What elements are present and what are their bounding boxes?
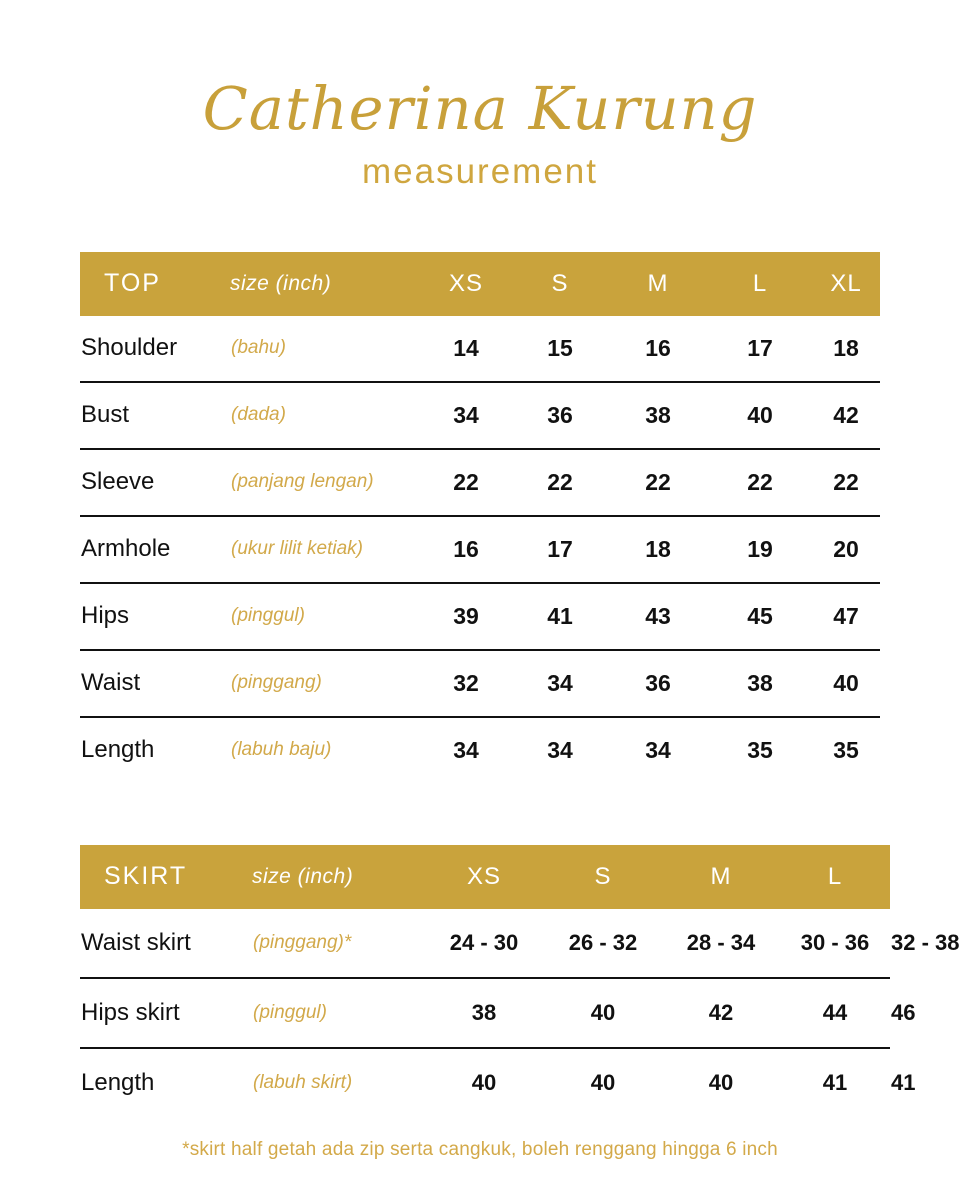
cell-value: 43	[608, 583, 708, 650]
skirt-size-xs: XS	[424, 845, 544, 909]
table-row	[80, 717, 880, 783]
row-label-malay: (ukur lilit ketiak)	[230, 516, 420, 583]
row-label-malay: (labuh skirt)	[253, 1071, 353, 1093]
cell-value: 34	[547, 736, 573, 763]
cell-value: 30 - 36	[780, 909, 890, 978]
row-label: Hips	[80, 583, 230, 650]
cell-value: 40	[471, 1069, 497, 1095]
cell-value: 20	[812, 516, 880, 583]
table-row	[80, 583, 880, 650]
row-label-malay: (pinggul)	[230, 583, 420, 650]
cell-value: 34	[453, 736, 479, 763]
top-table-header	[80, 252, 880, 316]
top-table-body	[80, 316, 880, 783]
cell-value: 22	[420, 449, 512, 516]
table-header-row	[80, 252, 880, 316]
cell-value: 22	[812, 449, 880, 516]
page-header	[80, 0, 880, 192]
table-row: Hips skirt (pinggul) 38 40 42 44 46	[80, 978, 890, 1048]
cell-value: 22	[708, 449, 812, 516]
page-subtitle: measurement	[362, 151, 598, 191]
cell-value: 16	[420, 516, 512, 583]
cell-value: 18	[812, 316, 880, 382]
skirt-size-m: M	[662, 845, 780, 909]
cell-value: 41	[822, 1069, 848, 1095]
row-label-malay: (dada)	[230, 382, 420, 449]
cell-value: 22	[608, 449, 708, 516]
cell-value: 32	[420, 650, 512, 717]
row-label: Hips skirt	[80, 978, 252, 1048]
cell-value: 24 - 30	[424, 909, 544, 978]
cell-value: 34	[420, 382, 512, 449]
cell-value: 40	[708, 382, 812, 449]
table-row	[80, 650, 880, 717]
cell-value: 26 - 32	[544, 909, 662, 978]
table-row	[80, 449, 880, 516]
cell-value: 19	[708, 516, 812, 583]
row-label: Sleeve	[80, 449, 230, 516]
skirt-measurement-table	[80, 845, 960, 1117]
table-header-row: SKIRT size (inch) XS S M L XL	[80, 845, 890, 909]
cell-value: 36	[608, 650, 708, 717]
top-size-xl: XL	[812, 252, 880, 316]
skirt-table-header	[80, 845, 923, 909]
skirt-measurement-table-block	[80, 845, 960, 1161]
skirt-size-l: L	[780, 845, 890, 909]
row-label-malay: (labuh baju)	[231, 739, 332, 761]
top-size-m: M	[608, 252, 708, 316]
cell-value: 38	[608, 382, 708, 449]
table-row: Waist skirt (pinggang)* 24 - 30 26 - 32 28 - 34 30 - 36 32 - 38	[80, 909, 890, 978]
cell-value: 15	[512, 316, 608, 382]
cell-value: 44	[780, 978, 890, 1048]
top-unit-label: size (inch)	[230, 252, 420, 316]
top-size-xs: XS	[420, 252, 512, 316]
cell-value: 28 - 34	[662, 909, 780, 978]
row-label: Length	[81, 736, 155, 764]
table-row	[80, 382, 880, 449]
row-label: Length	[81, 1068, 155, 1096]
cell-value: 47	[812, 583, 880, 650]
cell-value: 34	[645, 736, 671, 763]
cell-value: 36	[512, 382, 608, 449]
cell-value: 40	[544, 978, 662, 1048]
row-label-malay: (pinggang)*	[252, 909, 424, 978]
skirt-table-body	[80, 909, 960, 1117]
row-label: Waist	[80, 650, 230, 717]
cell-value: 18	[608, 516, 708, 583]
skirt-size-s: S	[544, 845, 662, 909]
row-label: Waist skirt	[80, 909, 252, 978]
cell-value: 16	[608, 316, 708, 382]
top-section-label: TOP	[80, 252, 230, 316]
top-measurement-table-block	[80, 252, 880, 783]
skirt-unit-label: size (inch)	[252, 845, 424, 909]
top-measurement-table	[80, 252, 880, 783]
footnote: *skirt half getah ada zip serta cangkuk, boleh renggang hingga 6 inch	[182, 1138, 778, 1160]
cell-value: 39	[420, 583, 512, 650]
row-label-malay: (pinggul)	[252, 978, 424, 1048]
page-title: Catherina Kurung	[202, 74, 758, 143]
table-row	[80, 316, 880, 382]
row-label-malay: (bahu)	[230, 316, 420, 382]
top-size-s: S	[512, 252, 608, 316]
cell-value: 42	[662, 978, 780, 1048]
row-label: Bust	[80, 382, 230, 449]
row-label-malay: (panjang lengan)	[230, 449, 420, 516]
cell-value: 41	[512, 583, 608, 650]
cell-value: 35	[747, 736, 773, 763]
cell-value: 22	[512, 449, 608, 516]
cell-value: 17	[708, 316, 812, 382]
cell-value: 17	[512, 516, 608, 583]
row-label-malay: (pinggang)	[230, 650, 420, 717]
cell-value: 35	[833, 736, 859, 763]
table-row: Length (labuh skirt) 40 40 40 41 41	[80, 1048, 890, 1117]
cell-value: 14	[420, 316, 512, 382]
cell-value: 40	[812, 650, 880, 717]
cell-value: 42	[812, 382, 880, 449]
cell-value: 40	[708, 1069, 734, 1095]
row-label: Shoulder	[80, 316, 230, 382]
skirt-section-label: SKIRT	[80, 845, 252, 909]
cell-value: 38	[424, 978, 544, 1048]
row-label: Armhole	[80, 516, 230, 583]
cell-value: 38	[708, 650, 812, 717]
cell-value: 40	[590, 1069, 616, 1095]
cell-value: 45	[708, 583, 812, 650]
table-row	[80, 516, 880, 583]
top-size-l: L	[708, 252, 812, 316]
cell-value: 34	[512, 650, 608, 717]
